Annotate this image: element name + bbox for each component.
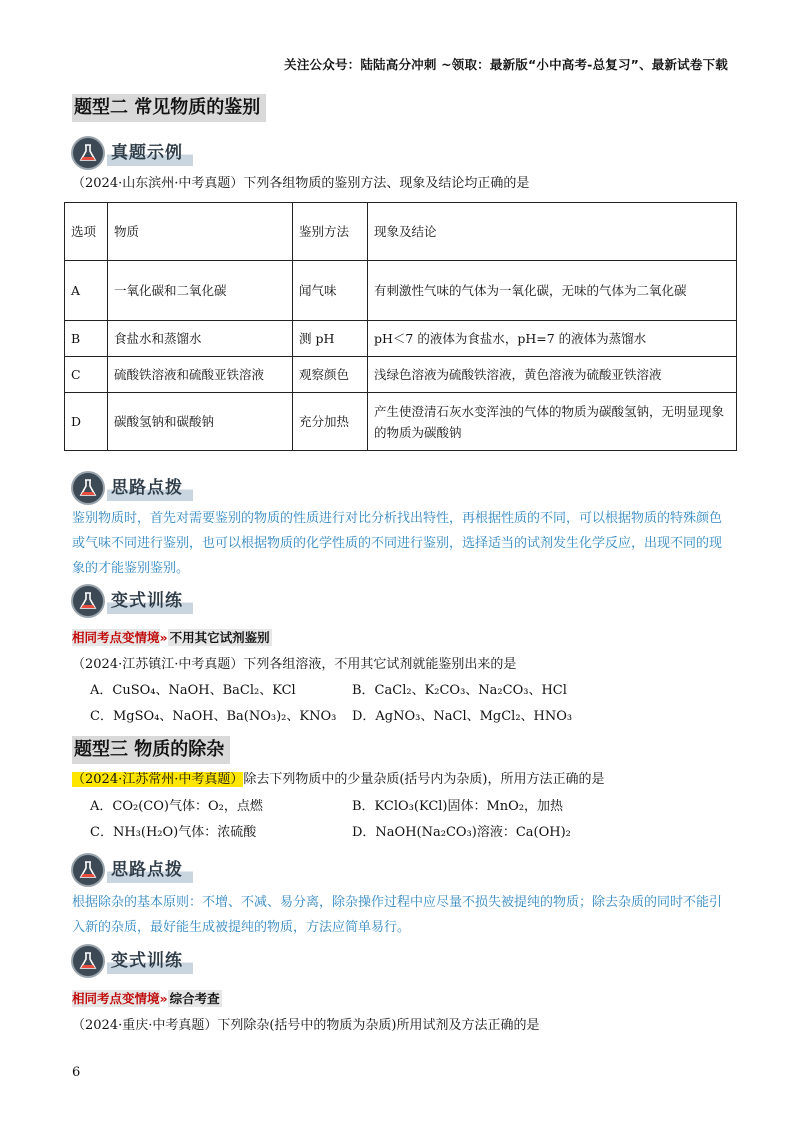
tag-topic: 综合考查 — [169, 991, 220, 1006]
cell-option: A — [65, 261, 108, 321]
question-text: （2024·山东滨州·中考真题）下列各组物质的鉴别方法、现象及结论均正确的是 — [72, 176, 530, 191]
table-row — [65, 321, 737, 357]
cell-method: 测 pH — [293, 321, 368, 357]
header-cell: 选项 — [65, 203, 108, 261]
table-row — [65, 261, 737, 321]
cell-substance: 一氧化碳和二氧化碳 — [108, 261, 293, 321]
option-a: A．CuSO₄、NaOH、BaCl₂、KCl — [90, 683, 296, 698]
flask-icon — [73, 473, 103, 503]
section-title-2: 题型二 常见物质的鉴别 — [72, 94, 266, 122]
header-cell: 鉴别方法 — [293, 203, 368, 261]
cell-option: D — [65, 393, 108, 451]
cell-substance: 食盐水和蒸馏水 — [108, 321, 293, 357]
table-header-row — [65, 203, 737, 261]
context-tag — [72, 989, 222, 1007]
tip-text: 根据除杂的基本原则：不增、不减、易分离，除杂操作过程中应尽量不损失被提纯的物质；除去杂质的同时不能引入新的杂质，最好能生成被提纯的物质，方法应简单易行。 — [72, 895, 723, 935]
section-title-3: 题型三 物质的除杂 — [72, 736, 230, 764]
badge-tip — [73, 471, 193, 505]
context-tag — [72, 628, 272, 646]
cell-method: 观察颜色 — [293, 357, 368, 393]
option-c: C．MgSO₄、NaOH、Ba(NO₃)₂、KNO₃ — [90, 709, 337, 724]
badge-practice — [73, 944, 193, 978]
table-row — [65, 357, 737, 393]
cell-result: 有刺激性气味的气体为一氧化碳，无味的气体为二氧化碳 — [368, 261, 737, 321]
flask-icon — [73, 586, 103, 616]
cell-substance: 碳酸氢钠和碳酸钠 — [108, 393, 293, 451]
badge-example — [73, 136, 193, 170]
double-arrow-icon: » — [159, 991, 168, 1006]
header-cell: 物质 — [108, 203, 293, 261]
badge-practice — [73, 584, 193, 618]
badge-label: 思路点拨 — [107, 857, 193, 883]
question-text: 除去下列物质中的少量杂质(括号内为杂质)，所用方法正确的是 — [243, 772, 605, 787]
double-arrow-icon: » — [159, 630, 168, 645]
cell-option: B — [65, 321, 108, 357]
flask-icon — [73, 855, 103, 885]
badge-label: 变式训练 — [107, 948, 193, 974]
cell-result: pH＜7 的液体为食盐水，pH=7 的液体为蒸馏水 — [368, 321, 737, 357]
cell-method: 充分加热 — [293, 393, 368, 451]
cell-method: 闻气味 — [293, 261, 368, 321]
cell-option: C — [65, 357, 108, 393]
cell-result: 浅绿色溶液为硫酸铁溶液，黄色溶液为硫酸亚铁溶液 — [368, 357, 737, 393]
option-d: D．AgNO₃、NaCl、MgCl₂、HNO₃ — [352, 709, 573, 724]
flask-icon — [73, 138, 103, 168]
tag-red-label: 相同考点变情境 — [72, 991, 160, 1006]
tag-topic: 不用其它试剂鉴别 — [169, 630, 270, 645]
flask-icon — [73, 946, 103, 976]
option-b: B．CaCl₂、K₂CO₃、Na₂CO₃、HCl — [352, 683, 567, 698]
question-line — [72, 770, 605, 790]
header-note: 关注公众号：陆陆高分冲刺 ~领取：最新版“小中高考-总复习”、最新试卷下载 — [284, 57, 728, 72]
identification-table — [64, 202, 737, 451]
option-d: D．NaOH(Na₂CO₃)溶液：Ca(OH)₂ — [352, 825, 571, 840]
practice-question: （2024·重庆·中考真题）下列除杂(括号中的物质为杂质)所用试剂及方法正确的是 — [72, 1018, 540, 1033]
option-b: B．KClO₃(KCl)固体：MnO₂，加热 — [352, 799, 564, 814]
page-number: 6 — [72, 1065, 81, 1080]
badge-label: 变式训练 — [107, 588, 193, 614]
cell-substance: 硫酸铁溶液和硫酸亚铁溶液 — [108, 357, 293, 393]
tip-text: 鉴别物质时，首先对需要鉴别的物质的性质进行对比分析找出特性，再根据性质的不同，可以根据物质的特殊颜色或气味不同进行鉴别，也可以根据物质的化学性质的不同进行鉴别，选择适当的试剂发生化学反应，出现不同的现象的才能鉴别鉴别。 — [72, 511, 723, 576]
option-c: C．NH₃(H₂O)气体：浓硫酸 — [90, 825, 257, 840]
badge-label: 真题示例 — [107, 140, 193, 166]
source-highlight: （2024·江苏常州·中考真题） — [72, 772, 244, 787]
table-row — [65, 393, 737, 451]
badge-label: 思路点拨 — [107, 475, 193, 501]
option-a: A．CO₂(CO)气体：O₂，点燃 — [90, 799, 263, 814]
tag-red-label: 相同考点变情境 — [72, 630, 160, 645]
badge-tip — [73, 853, 193, 887]
cell-result: 产生使澄清石灰水变浑浊的气体的物质为碳酸氢钠，无明显现象的物质为碳酸钠 — [368, 393, 737, 451]
practice-question: （2024·江苏镇江·中考真题）下列各组溶液，不用其它试剂就能鉴别出来的是 — [72, 657, 517, 672]
header-cell: 现象及结论 — [368, 203, 737, 261]
